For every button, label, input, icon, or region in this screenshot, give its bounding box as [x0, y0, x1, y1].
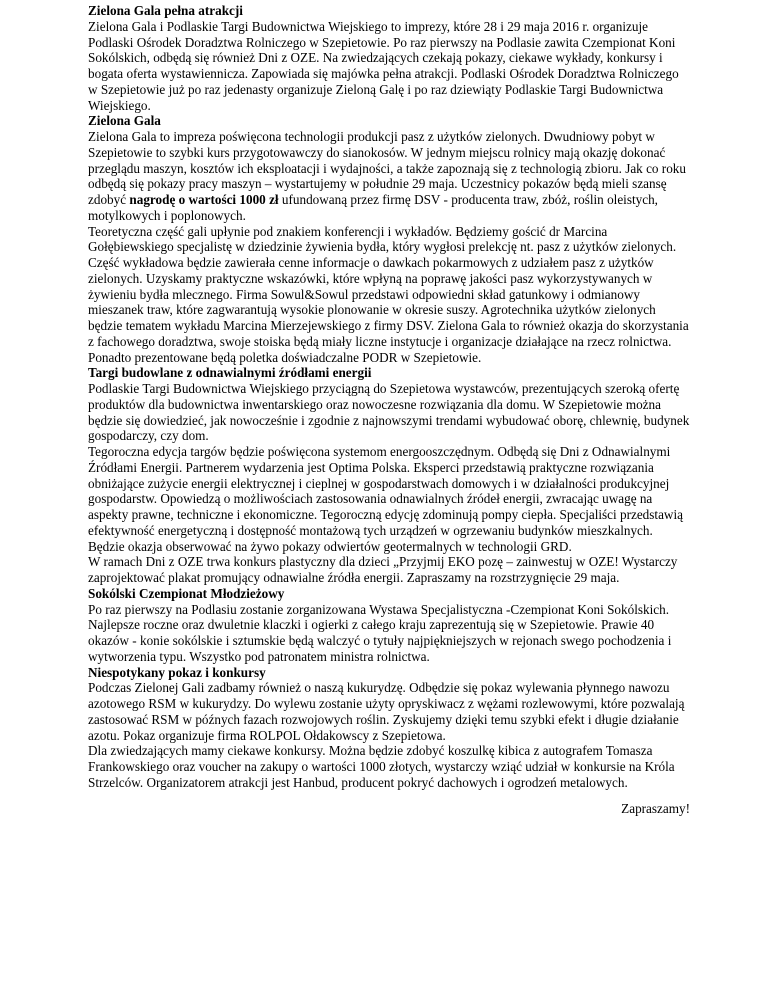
targi-paragraph-1: Podlaskie Targi Budownictwa Wiejskiego przyciągną do Szepietowa wystawców, prezentujących szeroką ofertę produktów dla budownictwa inwentarskiego oraz nowoczesne rozwiązania dla domu. W Szepietowie można będzie się dowiedzieć, jak nowocześnie i zgodnie z najnowszymi trendami wybudować oborę, chlewnię, budynek gospodarczy, czy dom. — [88, 381, 690, 444]
section-heading-zielona-gala: Zielona Gala — [88, 113, 161, 129]
pokaz-paragraph-1: Podczas Zielonej Gali zadbamy również o naszą kukurydzę. Odbędzie się pokaz wylewania płynnego nawozu azotowego RSM w kukurydzy. Do wylewu zostanie użyty opryskiwacz z wężami rozlewowymi, które pozwalają zastosować RSM w późnych fazach rozwojowych roślin. Zyskujemy dzięki temu szybki efekt i długie działanie azotu. Pokaz organizuje firma ROLPOL Ołdakowscy z Szepietowa. — [88, 680, 685, 743]
intro-paragraph: Zielona Gala i Podlaskie Targi Budownictwa Wiejskiego to imprezy, które 28 i 29 maja 2016 r. organizuje Podlaski Ośrodek Doradztwa Rolniczego w Szepietowie. Po raz pierwszy na Podlasie zawita Czempionat Koni Sokólskich, odbędą się również Dni z OZE. Na zwiedzających czekają pokazy, ciekawe wykłady, konkursy i bogata oferta wystawiennicza. Zapowiada się majówka pełna atrakcji. Podlaski Ośrodek Doradztwa Rolniczego w Szepietowie już po raz jedenasty organizuje Zieloną Galę i po raz dziewiąty Podlaskie Targi Budownictwa Wiejskiego. — [88, 18, 679, 113]
closing-text: Zapraszamy! — [621, 801, 690, 816]
text-segment: ufundowaną przez firmę DSV - producenta traw, zbóż, roślin oleistych, motylkowych i poplonowych. — [88, 192, 658, 223]
prize-highlight: nagrodę o wartości 1000 zł — [129, 192, 279, 207]
zielona-gala-paragraph-1 — [88, 129, 690, 224]
section-heading-targi: Targi budowlane z odnawialnymi źródłami energii — [88, 365, 372, 381]
document-body — [88, 3, 690, 791]
zielona-gala-paragraph-2: Teoretyczna część gali upłynie pod znakiem konferencji i wykładów. Będziemy gościć dr Marcina Gołębiewskiego specjalistę w dziedzinie żywienia bydła, który wygłosi prelekcję nt. pasz z użytków zielonych. Część wykładowa będzie zawierała cenne informacje o dawkach pokarmowych z udziałem pasz z użytków zielonych. Uzyskamy praktyczne wskazówki, które wpłyną na poprawę jakości pasz wykorzystywanych w żywieniu bydła mlecznego. Firma Sowul&Sowul przedstawi odpowiedni skład gatunkowy i odmianowy mieszanek traw, które zagwarantują wysokie plonowanie w okresie suszy. Agrotechnika użytków zielonych będzie tematem wykładu Marcina Mierzejewskiego z firmy DSV. Zielona Gala to również okazja do skorzystania z fachowego doradztwa, swoje stoiska będą miały liczne instytucje i organizacje działające na rzecz rolnictwa. Ponadto prezentowane będą poletka doświadczalne PODR w Szepietowie. — [88, 223, 689, 365]
targi-paragraph-3: W ramach Dni z OZE trwa konkurs plastyczny dla dzieci „Przyjmij EKO pozę – zainwestuj w OZE! Wystarczy zaprojektować plakat promujący odnawialne źródła energii. Zapraszamy na rozstrzygnięcie 29 maja. — [88, 554, 678, 585]
targi-paragraph-2: Tegoroczna edycja targów będzie poświęcona systemom energooszczędnym. Odbędą się Dni z Odnawialnymi Źródłami Energii. Partnerem wydarzenia jest Optima Polska. Eksperci przedstawią praktyczne rozwiązania obniżające zużycie energii elektrycznej i cieplnej w gospodarstwach domowych i w działalności produkcyjnej gospodarstw. Opowiedzą o możliwościach zastosowania odnawialnych źródeł energii, zwracając uwagę na aspekty prawne, techniczne i ekonomiczne. Tegoroczną edycję zdominują pompy ciepła. Specjaliści przedstawią efektywność energetyczną i dostępność montażową tych urządzeń w ogrzewaniu budynków mieszkalnych. Będzie okazja obserwować na żywo pokazy odwiertów geotermalnych w technologii GRD. — [88, 444, 683, 554]
pokaz-paragraph-2: Dla zwiedzających mamy ciekawe konkursy. Można będzie zdobyć koszulkę kibica z autografem Tomasza Frankowskiego oraz voucher na zakupy o wartości 1000 złotych, wystarczy wziąć udział w konkursie na Króla Strzelców. Organizatorem atrakcji jest Hanbud, producent pokryć dachowych i ogrodzeń metalowych. — [88, 743, 675, 790]
section-heading-czempionat: Sokólski Czempionat Młodzieżowy — [88, 585, 285, 601]
section-heading-pokaz: Niespotykany pokaz i konkursy — [88, 664, 266, 680]
text-segment: Zielona Gala to impreza poświęcona technologii produkcji pasz z użytków zielonych. Dwudniowy pobyt w Szepietowie to szybki kurs przygotowawczy do sianokosów. W jednym miejscu rolnicy mają okazję dokonać przeglądu maszyn, kosztów ich eksploatacji i wydajności, a także zapoznają się z technologią zbioru. Jak co roku odbędą się pokazy pracy maszyn – wystartujemy w południe 29 maja. Uczestnicy pokazów będą mieli szansę zdobyć — [88, 129, 686, 207]
czempionat-paragraph-1: Po raz pierwszy na Podlasiu zostanie zorganizowana Wystawa Specjalistyczna -Czempionat Koni Sokólskich. Najlepsze roczne oraz dwuletnie klaczki i ogierki z całego kraju zaprezentują się w Szepietowie. Prawie 40 okazów - konie sokólskie i sztumskie będą walczyć o tytuły najpiękniejszych w rejonach swego pochodzenia i wytworzenia typu. Wszystko pod patronatem ministra rolnictwa. — [88, 601, 672, 664]
document-title: Zielona Gala pełna atrakcji — [88, 3, 243, 18]
